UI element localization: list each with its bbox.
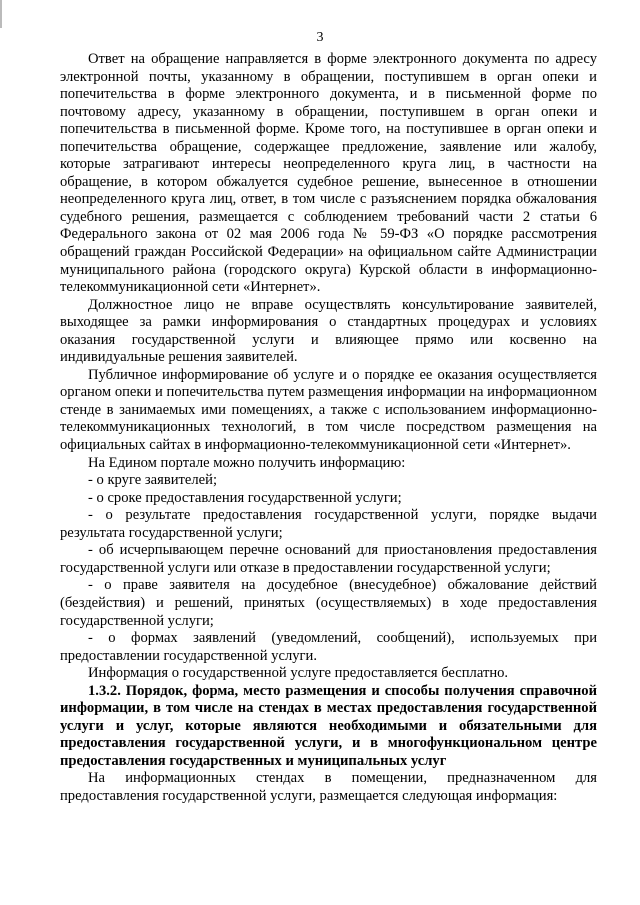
paragraph-portal-info-intro: На Едином портале можно получить информацию: <box>88 454 406 471</box>
section-heading-1-3-2: 1.3.2. Порядок, форма, место размещения и способы получения справочной информации, в том числе на стендах в местах предоставления государственной услуги и услуг, которые являются необходимыми и обязательными для предоставления государственной услуги, и в многофункциональном центре предоставления государственных и муниципальных услуг <box>60 682 597 769</box>
list-item: - о круге заявителей; <box>88 472 217 489</box>
paragraph-public-informing: Публичное информирование об услуге и о порядке ее оказания осуществляется органом опеки и попечительства путем размещения информации на информационном стенде в занимаемых ими помещениях, а также с использованием информационно-телекоммуникационных технологий, в том числе посредством размещения на официальных сайтах в информационно-телекоммуникационной сети «Интернет». <box>60 366 597 454</box>
list-item: - об исчерпывающем перечне оснований для приостановления предоставления государственной услуги или отказе в предоставлении государственной услуги; <box>60 542 597 576</box>
paragraph-consultation-limits: Должностное лицо не вправе осуществлять консультирование заявителей, выходящее за рамки информирования о стандартных процедурах и условиях оказания государственной услуги и влияющее прямо или косвенно на индивидуальные решения заявителей. <box>60 296 597 366</box>
list-item: - о сроке предоставления государственной услуги; <box>88 489 402 506</box>
page-edge-mark <box>0 0 2 28</box>
list-item: - о результате предоставления государственной услуги, порядке выдачи результата государственной услуги; <box>60 507 597 541</box>
list-item: - о праве заявителя на досудебное (внесудебное) обжалование действий (бездействия) и решений, принятых (осуществляемых) в ходе предоставления государственной услуги; <box>60 577 597 629</box>
list-item: - о формах заявлений (уведомлений, сообщений), используемых при предоставлении государственной услуги. <box>60 630 597 664</box>
page-number: 3 <box>316 30 324 45</box>
paragraph-response-procedure: Ответ на обращение направляется в форме электронного документа по адресу электронной почты, указанному в обращении, поступившем в орган опеки и попечительства в форме электронного документа, и в письменной форме по почтовому адресу, указанному в обращении, поступившем в орган опеки и попечительства в письменной форме. Кроме того, на поступившее в орган опеки и попечительства обращение, содержащее предложение, заявление или жалобу, которые затрагивают интересы неопределенного круга лиц, в частности на обращение, в котором обжалуется судебное решение, вынесенное в отношении неопределенного круга лиц, ответ, в том числе с разъяснением порядка обжалования судебного решения, размещается с соблюдением требований части 2 статьи 6 Федерального закона от 02 мая 2006 года № 59-ФЗ «О порядке рассмотрения обращений граждан Российской Федерации» на официальном сайте Администрации муниципального района (городского округа) Курской области в информационно-телекоммуникационной сети «Интернет». <box>60 51 597 296</box>
document-body <box>60 51 597 806</box>
paragraph-free-of-charge: Информация о государственной услуге предоставляется бесплатно. <box>88 665 509 682</box>
paragraph-stands-info: На информационных стендах в помещении, предназначенном для предоставления государственной услуги, размещается следующая информация: <box>60 770 597 804</box>
